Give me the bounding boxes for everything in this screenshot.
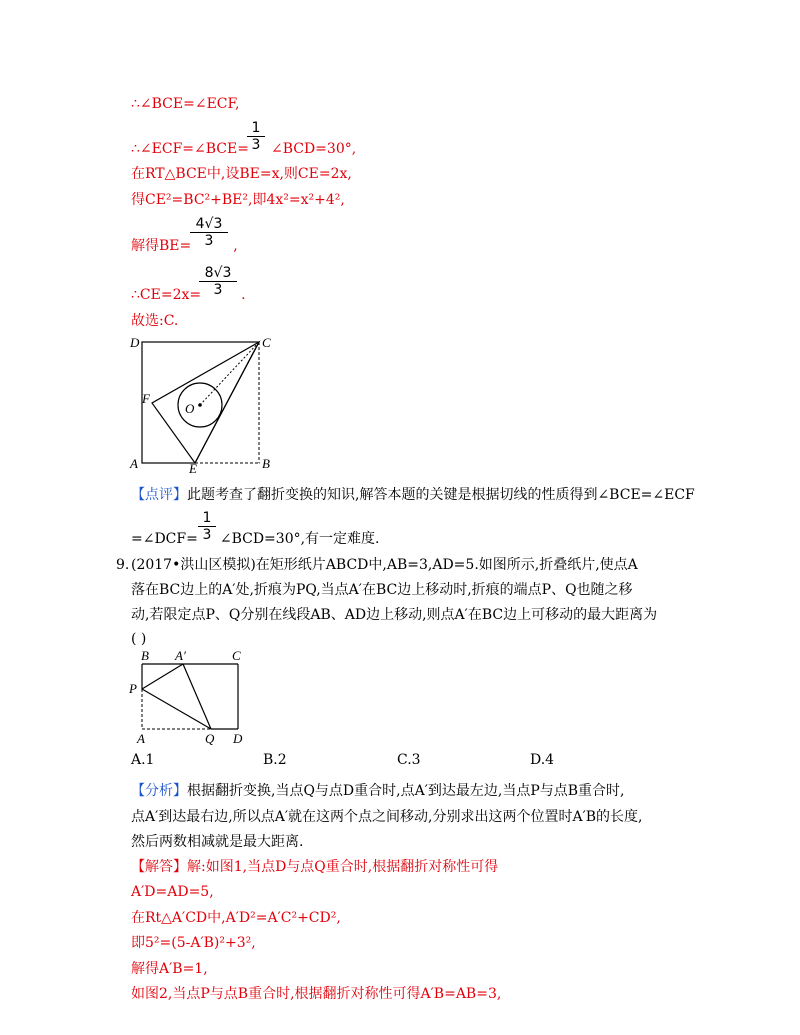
label-d: D xyxy=(130,335,140,350)
comment-text-1: 此题考查了翻折变换的知识,解答本题的关键是根据切线的性质得到∠BCE=∠ECF xyxy=(187,487,695,503)
comment-tag: 【点评】 xyxy=(131,487,187,503)
label-a: A xyxy=(130,456,138,471)
center-point xyxy=(198,403,202,407)
fraction-be: 4√3 3 xyxy=(190,216,228,249)
label-e: E xyxy=(189,461,197,473)
label-c: C xyxy=(262,335,271,350)
comment-line-2: =∠DCF= ∠BCD=30°,有一定难度. xyxy=(131,531,380,547)
figure-1-diagram xyxy=(125,333,285,473)
question-number: 9. xyxy=(116,557,130,573)
question-line-3: 动,若限定点P、Q分别在线段AB、AD边上移动,则点A′在BC边上可移动的最大距离为 xyxy=(131,607,658,623)
label-d2: D xyxy=(233,731,243,746)
line-pa1 xyxy=(142,664,183,689)
answer-line-4: 即5²=(5-A′B)²+3², xyxy=(131,935,256,951)
crease-pq xyxy=(142,689,211,729)
figure-2-diagram xyxy=(125,647,260,747)
question-line-4: ( ) xyxy=(131,631,147,647)
label-f: F xyxy=(142,391,150,406)
dashed-segment-oc xyxy=(200,342,259,405)
solution-line-2-end: ∠BCD=30°, xyxy=(270,141,357,157)
answer-tag: 【解答】 xyxy=(131,859,187,875)
answer-line-5: 解得A′B=1, xyxy=(131,961,208,977)
choice-b: B.2 xyxy=(263,752,287,768)
answer-line-6: 如图2,当点P与点B重合时,根据翻折对称性可得A′B=AB=3, xyxy=(131,986,502,1002)
label-b: B xyxy=(262,456,270,471)
analysis-line-3: 然后两数相减就是最大距离. xyxy=(131,834,304,850)
label-b2: B xyxy=(141,648,149,663)
label-c2: C xyxy=(232,648,241,663)
choice-c: C.3 xyxy=(397,752,421,768)
label-o: O xyxy=(185,401,195,416)
solution-line-2-start: ∴∠ECF=∠BCE= xyxy=(131,141,249,157)
analysis-line-1: 【分析】根据翻折变换,当点Q与点D重合时,点A′到达最左边,当点P与点B重合时, xyxy=(131,783,625,799)
question-line-2: 落在BC边上的A′处,折痕为PQ,当点A′在BC边上移动时,折痕的端点P、Q也随之移 xyxy=(131,582,633,598)
solution-line-1: ∴∠BCE=∠ECF, xyxy=(131,96,240,112)
solution-line-3: 在RT△BCE中,设BE=x,则CE=2x, xyxy=(131,166,352,182)
answer-line-3: 在Rt△A′CD中,A′D²=A′C²+CD², xyxy=(131,910,341,926)
comment-line-1 xyxy=(131,485,695,505)
choice-d: D.4 xyxy=(530,752,555,768)
folded-triangle xyxy=(152,342,259,463)
solution-line-6: ∴CE=2x= . xyxy=(131,287,246,303)
fraction-one-third: 1 3 xyxy=(247,120,265,153)
line-a1q xyxy=(183,664,211,729)
analysis-line-2: 点A′到达最右边,所以点A′就在这两个点之间移动,分别求出这两个位置时A′B的长度, xyxy=(131,809,643,825)
label-p: P xyxy=(129,681,137,696)
solution-line-7: 故选:C. xyxy=(131,313,179,329)
label-a2: A xyxy=(137,731,145,746)
answer-line-2: A′D=AD=5, xyxy=(131,884,214,900)
solution-line-6-start: ∴CE=2x= xyxy=(131,287,202,303)
label-q: Q xyxy=(205,731,215,746)
solution-line-5-start: 解得BE= xyxy=(131,238,192,254)
choice-a: A.1 xyxy=(131,752,155,768)
solution-line-2 xyxy=(131,139,356,159)
solution-line-5: 解得BE= , xyxy=(131,238,238,254)
fraction-comment-one-third: 1 3 xyxy=(198,510,216,543)
fraction-ce: 8√3 3 xyxy=(199,265,237,298)
label-a-prime: A′ xyxy=(175,648,186,663)
analysis-tag: 【分析】 xyxy=(131,783,187,799)
answer-line-1: 【解答】解:如图1,当点D与点Q重合时,根据翻折对称性可得 xyxy=(131,859,499,875)
question-line-1: (2017•洪山区模拟)在矩形纸片ABCD中,AB=3,AD=5.如图所示,折叠纸片,使点A xyxy=(131,557,638,573)
solution-line-4: 得CE²=BC²+BE²,即4x²=x²+4², xyxy=(131,192,345,208)
